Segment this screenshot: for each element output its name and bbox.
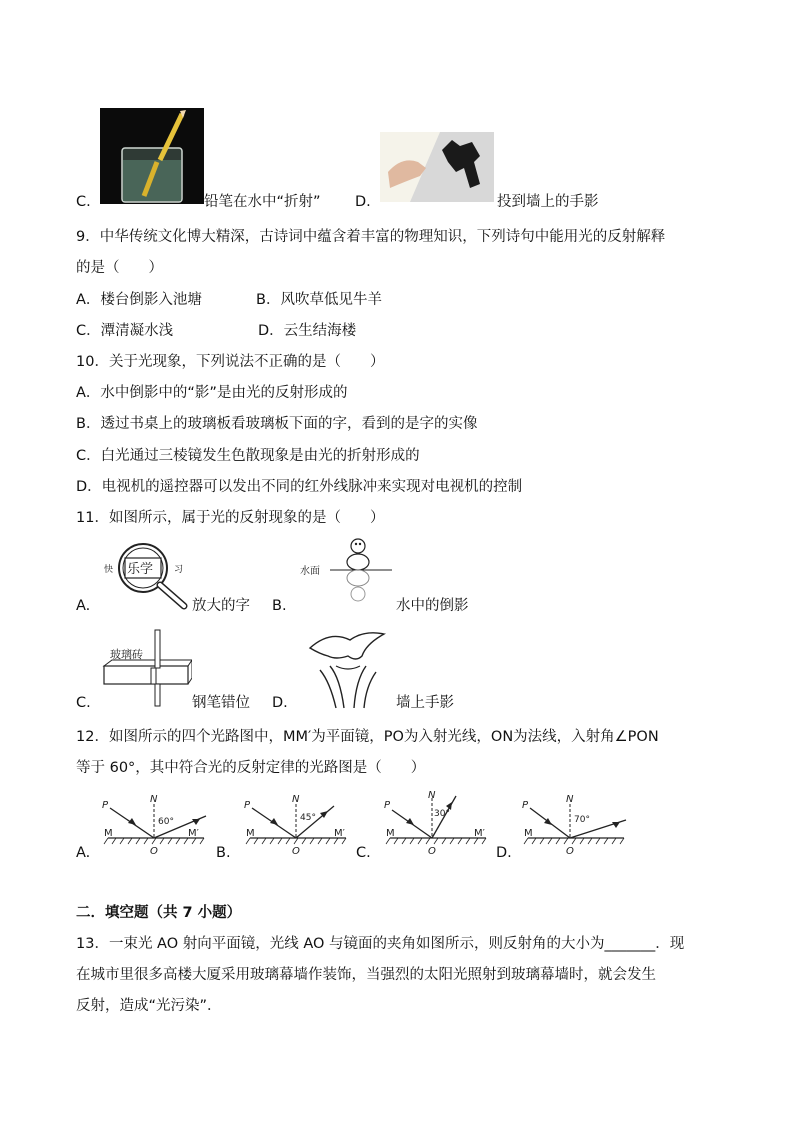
q9-option-b: B．风吹草低见牛羊 [256,292,382,308]
svg-text:N: N [428,790,436,801]
magnifier-label-left: 快 [104,565,114,575]
q9-stem-line2: 的是（ ） [76,260,163,276]
ray-diagram-b [238,792,356,856]
svg-text:P: P [522,800,529,811]
q12-option-a-letter: A. [76,845,91,861]
svg-text:60°: 60° [158,817,174,827]
q11-option-c-text: 钢笔错位 [192,695,250,711]
svg-text:O: O [292,846,300,856]
q10-option-b: B．透过书桌上的玻璃板看玻璃板下面的字，看到的是字的实像 [76,416,478,432]
svg-text:M: M [104,828,113,839]
q11-option-d-letter: D. [272,695,288,711]
svg-text:M: M [524,828,533,839]
svg-text:M: M [246,828,255,839]
q11-option-b-letter: B. [272,598,287,614]
svg-text:N: N [292,794,300,805]
svg-text:M′: M′ [188,828,199,839]
svg-text:70°: 70° [574,815,590,825]
q10-option-a: A．水中倒影中的“影”是由光的反射形成的 [76,385,348,401]
q13-line2: 在城市里很多高楼大厦采用玻璃幕墙作装饰，当强烈的太阳光照射到玻璃幕墙时，就会发生 [76,967,656,983]
hand-shadow-photo [380,132,494,202]
q11-option-a-text: 放大的字 [192,598,250,614]
q8-option-c-text: 铅笔在水中“折射” [204,194,321,210]
svg-text:P: P [102,800,109,811]
q9-stem-line1: 9．中华传统文化博大精深，古诗词中蕴含着丰富的物理知识，下列诗句中能用光的反射解释 [76,229,666,245]
q11-option-a-letter: A. [76,598,91,614]
q12-option-d-letter: D. [496,845,512,861]
svg-text:30°: 30° [434,809,450,819]
section-heading: 二．填空题（共 7 小题） [76,905,242,921]
svg-text:P: P [244,800,251,811]
pencil-in-water-photo [100,108,204,204]
magnifier-label-center: 乐学 [127,562,154,577]
svg-text:45°: 45° [300,813,316,823]
water-reflection-figure [296,532,394,612]
svg-text:M′: M′ [334,828,345,839]
q9-option-a: A．楼台倒影入池塘 [76,292,202,308]
ray-diagram-a [96,792,214,856]
glass-brick-figure [100,626,192,710]
glass-brick-label: 玻璃砖 [110,648,143,661]
q13-line1: 13．一束光 AO 射向平面镜，光线 AO 与镜面的夹角如图所示，则反射角的大小为_______．现 [76,936,685,952]
q8-option-c-letter: C. [76,194,91,210]
svg-text:M′: M′ [474,828,485,839]
q11-stem: 11．如图所示，属于光的反射现象的是（ ） [76,510,385,526]
ray-diagram-d [516,792,634,856]
q9-option-c: C．潭清凝水浅 [76,323,174,339]
q11-option-c-letter: C. [76,695,91,711]
hand-shadow-figure [300,626,390,710]
svg-text:O: O [566,846,574,856]
q9-option-d: D．云生结海楼 [258,323,357,339]
q13-line3: 反射，造成“光污染”． [76,998,222,1014]
svg-text:M: M [386,828,395,839]
svg-text:O: O [150,846,158,856]
q11-option-b-text: 水中的倒影 [396,598,469,614]
q12-option-b-letter: B. [216,845,231,861]
svg-text:P: P [384,800,391,811]
svg-text:N: N [150,794,158,805]
q10-stem: 10．关于光现象，下列说法不正确的是（ ） [76,354,385,370]
q12-stem-line1: 12．如图所示的四个光路图中，MM′为平面镜，PO为入射光线，ON为法线，入射角∠PON [76,729,659,745]
q12-option-c-letter: C. [356,845,371,861]
q8-option-d-text: 投到墙上的手影 [497,194,599,210]
q12-stem-line2: 等于 60°，其中符合光的反射定律的光路图是（ ） [76,760,426,776]
water-surface-label: 水面 [300,566,320,577]
q11-option-d-text: 墙上手影 [396,695,454,711]
ray-diagram-c [378,788,496,856]
q10-option-d: D．电视机的遥控器可以发出不同的红外线脉冲来实现对电视机的控制 [76,479,523,495]
magnifier-label-right: 习 [174,565,184,575]
svg-text:N: N [566,794,574,805]
magnifier-figure [100,536,192,610]
svg-text:O: O [428,846,436,856]
q10-option-c: C．白光通过三棱镜发生色散现象是由光的折射形成的 [76,448,420,464]
q8-option-d-letter: D. [355,194,371,210]
